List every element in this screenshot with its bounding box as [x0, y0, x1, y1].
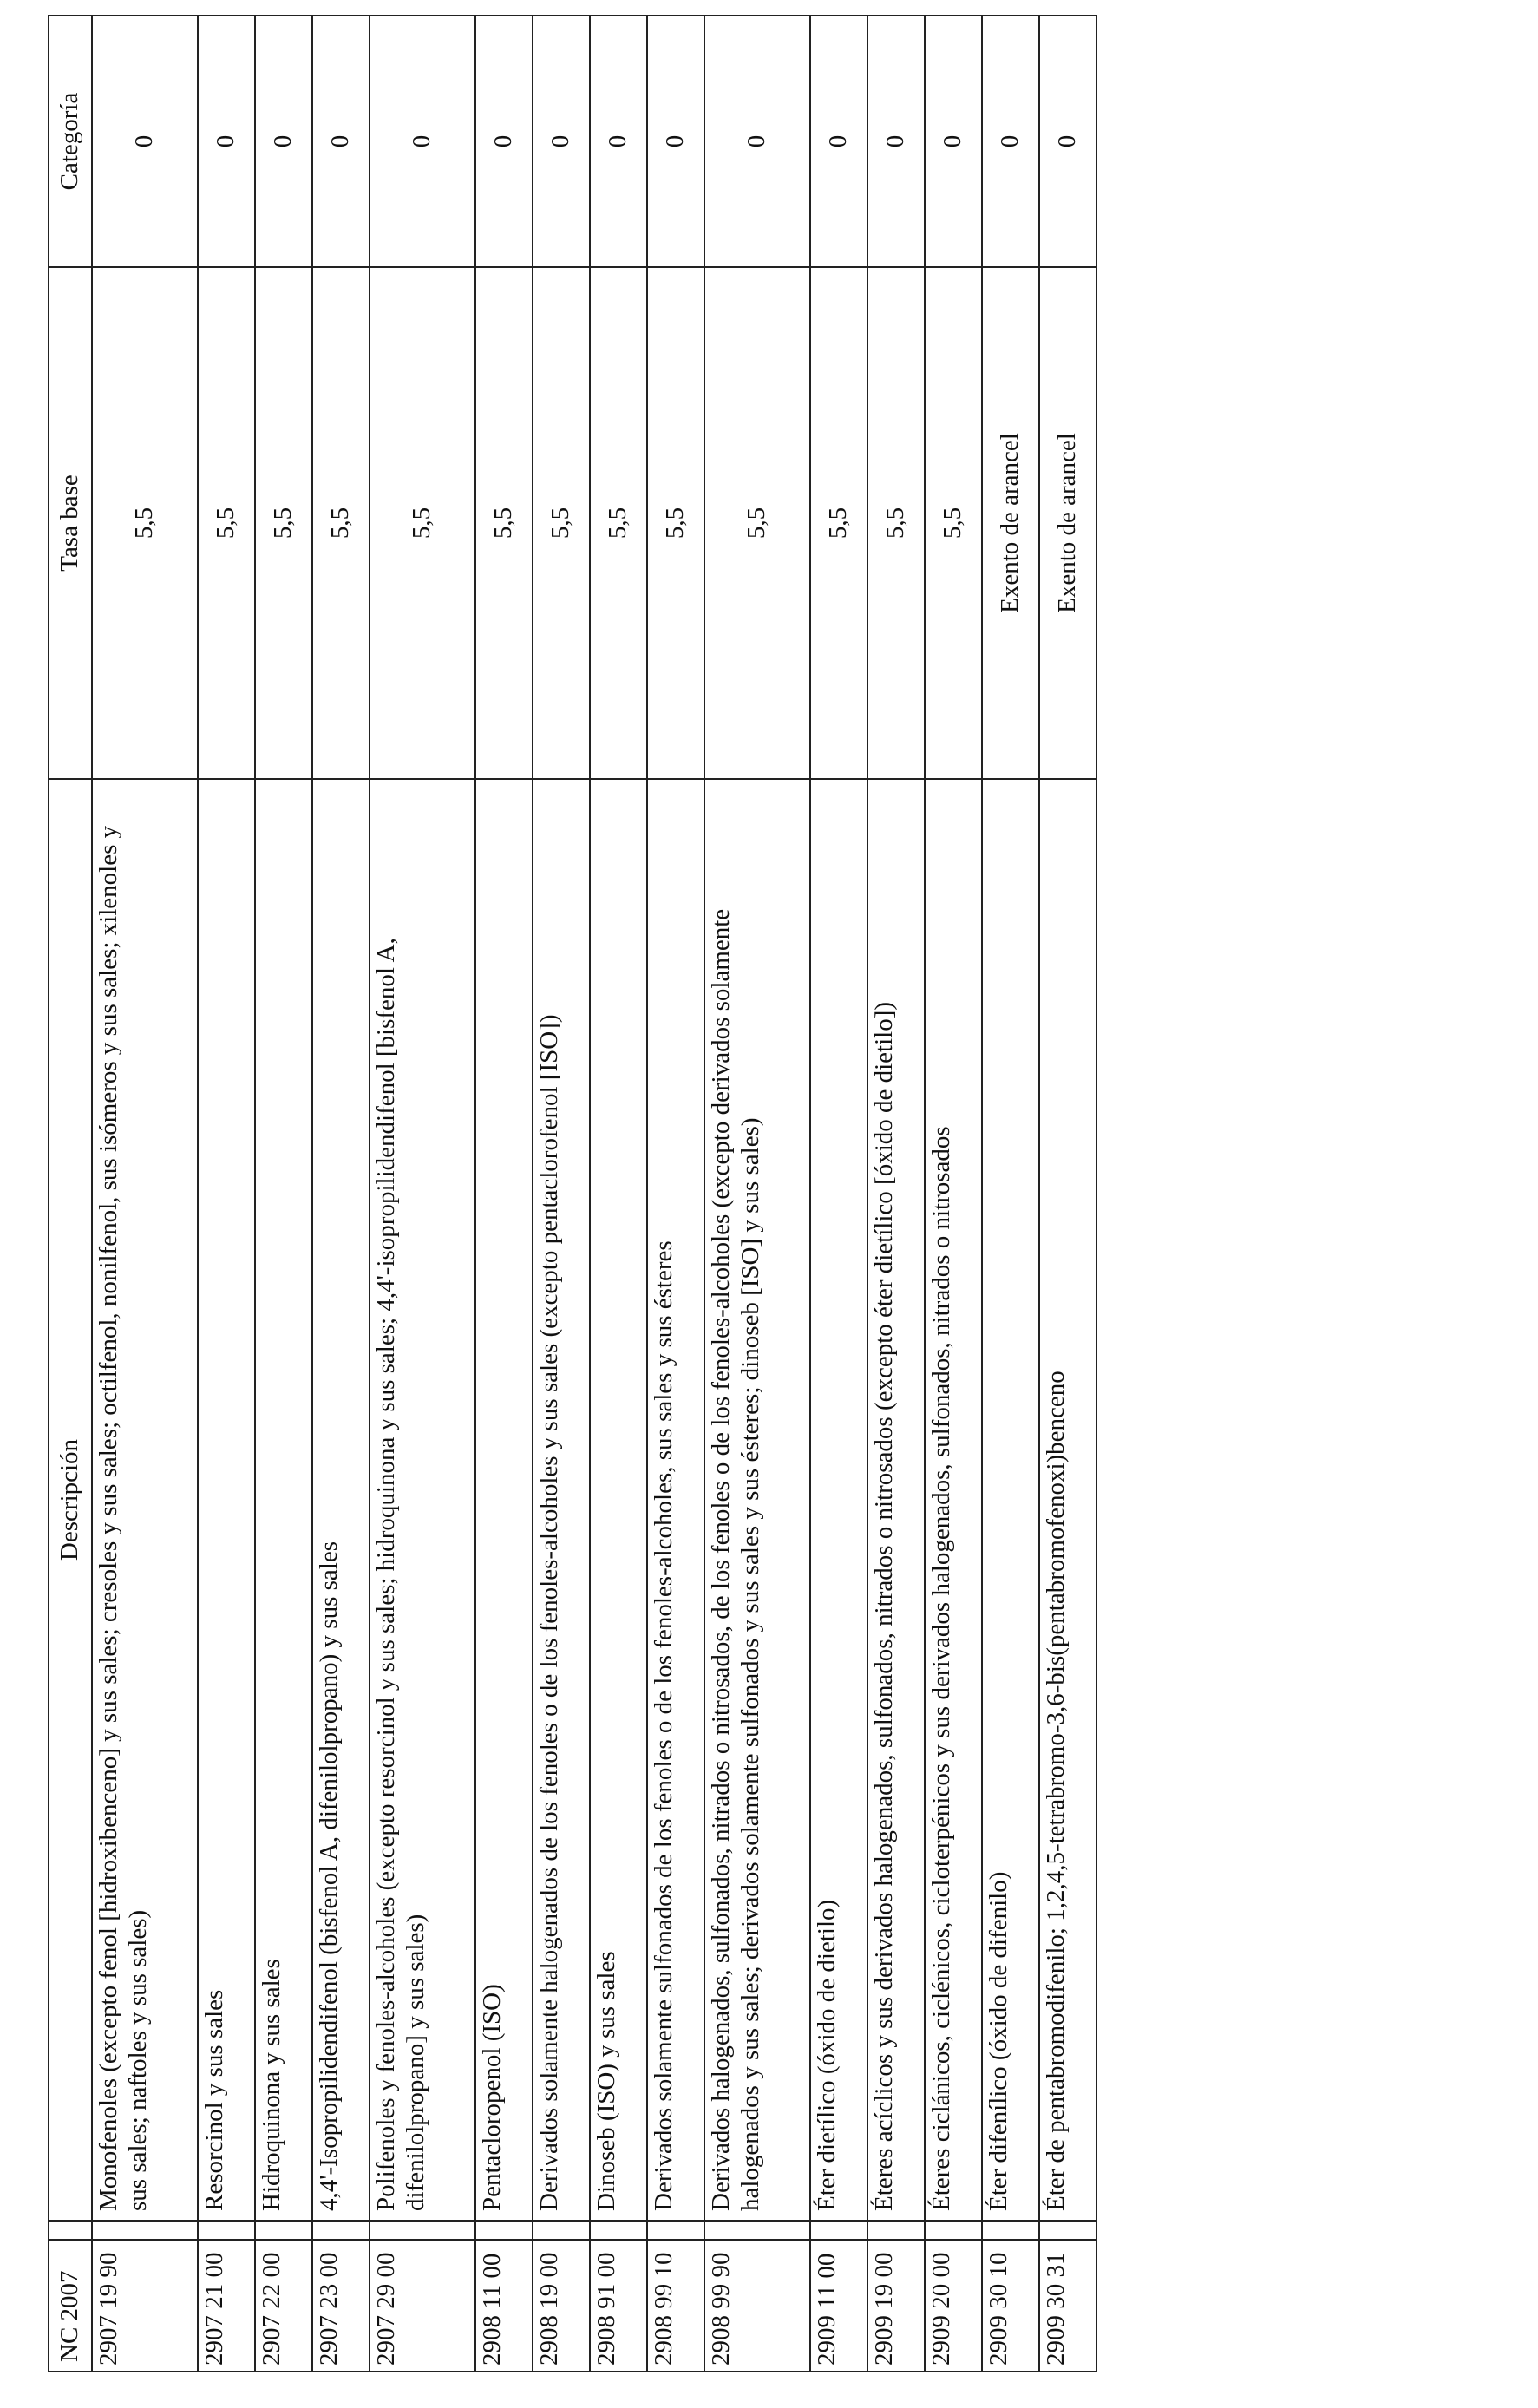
row-description: Éteres acíclicos y sus derivados halogenados, sulfonados, nitrados o nitrosados (excepto éter dietílico [óxido de dietilo]) [867, 779, 925, 2221]
row-rate: Exento de arancel [982, 267, 1039, 779]
row-gap [198, 2221, 255, 2240]
row-description: Dinoseb (ISO) y sus sales [590, 779, 647, 2221]
row-gap [925, 2221, 982, 2240]
row-description: Monofenoles (excepto fenol [hidroxibenceno] y sus sales; cresoles y sus sales; octilfenol, nonilfenol, sus isómeros y sus sales; xilenoles y sus sales; naftoles y sus sales) [92, 779, 198, 2221]
row-category: 0 [312, 16, 370, 267]
row-code: 2907 29 00 [370, 2240, 475, 2372]
table-row [647, 16, 704, 2372]
row-code: 2909 11 00 [810, 2240, 867, 2372]
row-rate: 5,5 [590, 267, 647, 779]
row-rate: 5,5 [925, 267, 982, 779]
row-gap [533, 2221, 590, 2240]
row-rate: 5,5 [198, 267, 255, 779]
row-category: 0 [590, 16, 647, 267]
row-rate: 5,5 [647, 267, 704, 779]
header-code: NC 2007 [49, 2240, 92, 2372]
row-code: 2909 20 00 [925, 2240, 982, 2372]
row-rate: 5,5 [92, 267, 198, 779]
row-code: 2909 19 00 [867, 2240, 925, 2372]
row-code: 2909 30 31 [1039, 2240, 1096, 2372]
row-gap [1039, 2221, 1096, 2240]
row-code: 2908 19 00 [533, 2240, 590, 2372]
row-rate: 5,5 [533, 267, 590, 779]
header-gap [49, 2221, 92, 2240]
row-category: 0 [867, 16, 925, 267]
header-category: Categoría [49, 16, 92, 267]
row-description: 4,4'-Isopropilidendifenol (bisfenol A, difenilolpropano) y sus sales [312, 779, 370, 2221]
row-category: 0 [198, 16, 255, 267]
table-body [92, 16, 1096, 2372]
row-rate: 5,5 [255, 267, 312, 779]
table-row [370, 16, 475, 2372]
table-header-row [49, 16, 92, 2372]
row-description: Éteres ciclánicos, ciclénicos, cicloterpénicos y sus derivados halogenados, sulfonados, nitrados o nitrosados [925, 779, 982, 2221]
row-description: Pentacloropenol (ISO) [475, 779, 533, 2221]
row-rate: 5,5 [704, 267, 810, 779]
row-gap [867, 2221, 925, 2240]
row-code: 2907 23 00 [312, 2240, 370, 2372]
row-code: 2909 30 10 [982, 2240, 1039, 2372]
table-row [925, 16, 982, 2372]
table-row [810, 16, 867, 2372]
row-code: 2907 19 90 [92, 2240, 198, 2372]
row-rate: Exento de arancel [1039, 267, 1096, 779]
row-gap [704, 2221, 810, 2240]
row-rate: 5,5 [867, 267, 925, 779]
table-row [255, 16, 312, 2372]
table-row [533, 16, 590, 2372]
row-rate: 5,5 [475, 267, 533, 779]
row-description: Éter difenílico (óxido de difenilo) [982, 779, 1039, 2221]
tariff-table [48, 15, 1097, 2372]
table-row [867, 16, 925, 2372]
row-code: 2908 99 90 [704, 2240, 810, 2372]
table-row [704, 16, 810, 2372]
header-rate: Tasa base [49, 267, 92, 779]
table-row [312, 16, 370, 2372]
row-description: Resorcinol y sus sales [198, 779, 255, 2221]
tariff-table-rotated [48, 16, 1097, 2372]
row-code: 2908 11 00 [475, 2240, 533, 2372]
table-row [1039, 16, 1096, 2372]
row-code: 2908 91 00 [590, 2240, 647, 2372]
table-row [590, 16, 647, 2372]
row-category: 0 [647, 16, 704, 267]
row-description: Derivados halogenados, sulfonados, nitrados o nitrosados, de los fenoles o de los fenoles-alcoholes (excepto derivados solamente halogenados y sus sales; derivados solamente sulfonados y sus sales y sus ésteres; dinoseb [ISO] y sus sales) [704, 779, 810, 2221]
table-row [982, 16, 1039, 2372]
row-category: 0 [475, 16, 533, 267]
row-code: 2907 22 00 [255, 2240, 312, 2372]
row-description: Derivados solamente halogenados de los fenoles o de los fenoles-alcoholes y sus sales (excepto pentaclorofenol [ISO]) [533, 779, 590, 2221]
row-description: Derivados solamente sulfonados de los fenoles o de los fenoles-alcoholes, sus sales y sus ésteres [647, 779, 704, 2221]
row-category: 0 [255, 16, 312, 267]
row-category: 0 [92, 16, 198, 267]
row-description: Hidroquinona y sus sales [255, 779, 312, 2221]
table-row [475, 16, 533, 2372]
row-category: 0 [925, 16, 982, 267]
row-category: 0 [810, 16, 867, 267]
row-rate: 5,5 [312, 267, 370, 779]
row-category: 0 [704, 16, 810, 267]
row-code: 2908 99 10 [647, 2240, 704, 2372]
row-description: Éter de pentabromodifenilo; 1,2,4,5-tetrabromo-3,6-bis(pentabromofenoxi)benceno [1039, 779, 1096, 2221]
row-category: 0 [370, 16, 475, 267]
row-gap [647, 2221, 704, 2240]
row-description: Polifenoles y fenoles-alcoholes (excepto resorcinol y sus sales; hidroquinona y sus sales; 4,4'-isopropilidendifenol [bisfenol A, difenilolpropano] y sus sales) [370, 779, 475, 2221]
row-gap [810, 2221, 867, 2240]
row-code: 2907 21 00 [198, 2240, 255, 2372]
row-category: 0 [1039, 16, 1096, 267]
row-gap [312, 2221, 370, 2240]
header-description: Descripción [49, 779, 92, 2221]
row-rate: 5,5 [810, 267, 867, 779]
table-row [92, 16, 198, 2372]
row-gap [255, 2221, 312, 2240]
row-category: 0 [533, 16, 590, 267]
row-gap [475, 2221, 533, 2240]
row-description: Éter dietílico (óxido de dietilo) [810, 779, 867, 2221]
row-gap [92, 2221, 198, 2240]
table-row [198, 16, 255, 2372]
row-category: 0 [982, 16, 1039, 267]
row-gap [370, 2221, 475, 2240]
row-gap [590, 2221, 647, 2240]
row-rate: 5,5 [370, 267, 475, 779]
row-gap [982, 2221, 1039, 2240]
